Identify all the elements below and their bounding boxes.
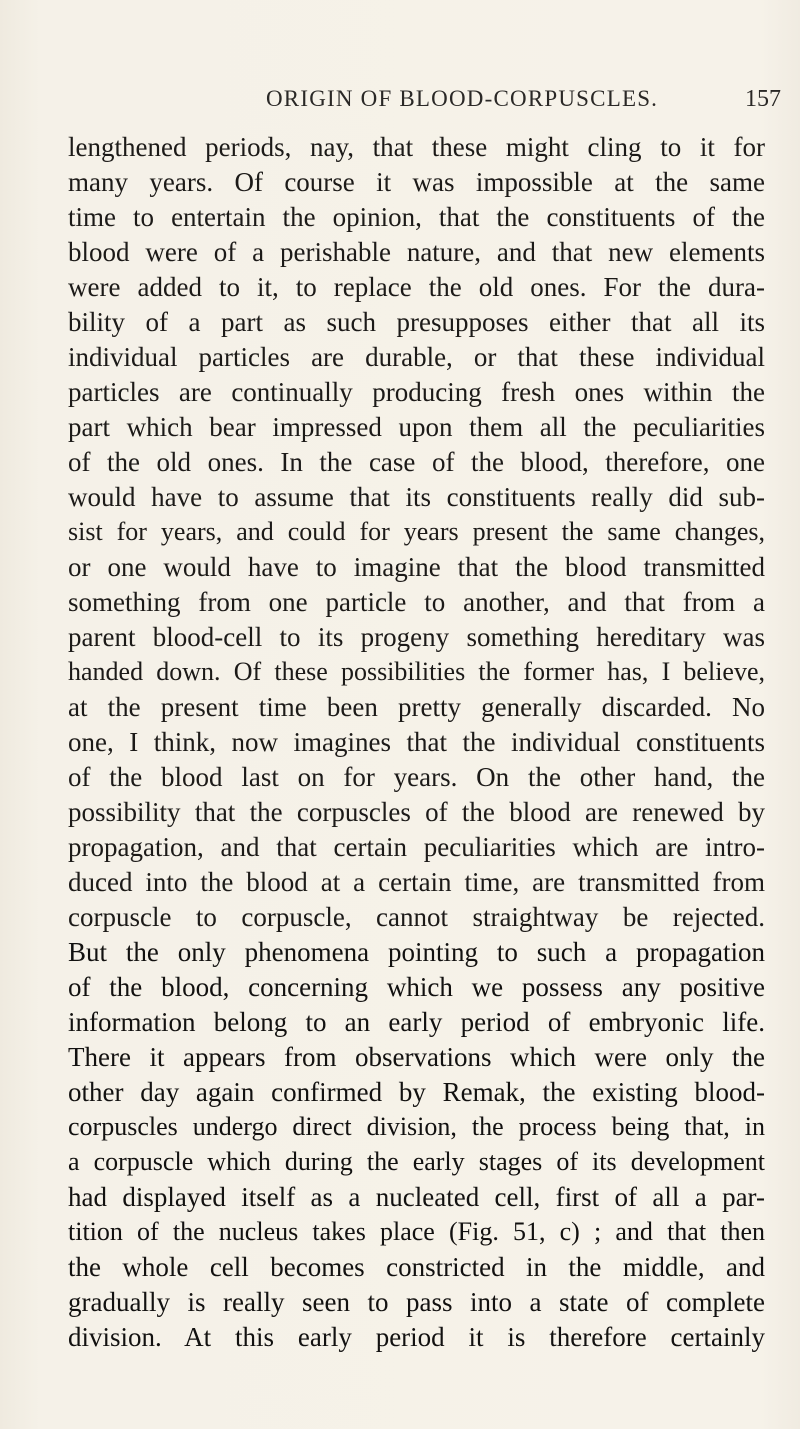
text-line: of the blood last on for years. On the other hand, the (68, 762, 765, 792)
text-line: tition of the nucleus takes place (Fig. 51, c) ; and that then (68, 1217, 765, 1246)
text-line: corpuscles undergo direct division, the process being that, in (68, 1112, 765, 1141)
text-line: the whole cell becomes constricted in the middle, and (68, 1252, 765, 1282)
text-line: other day again confirmed by Remak, the existing blood- (68, 1077, 765, 1107)
text-line: something from one particle to another, and that from a (68, 587, 765, 617)
text-line: lengthened periods, nay, that these might cling to it for (68, 132, 765, 162)
text-line: individual particles are durable, or that these individual (68, 342, 765, 372)
text-line: part which bear impressed upon them all the peculiarities (68, 412, 765, 442)
text-line: But the only phenomena pointing to such a propagation (68, 937, 765, 967)
text-line: many years. Of course it was impossible at the same (68, 167, 765, 197)
text-line: were added to it, to replace the old ones. For the dura- (68, 272, 765, 302)
text-line: division. At this early period it is therefore certainly (68, 1322, 765, 1352)
text-line: There it appears from observations which were only the (68, 1042, 765, 1072)
text-line: time to entertain the opinion, that the constituents of the (68, 202, 765, 232)
text-line: had displayed itself as a nucleated cell, first of all a par- (68, 1182, 765, 1212)
page-header (0, 86, 800, 120)
text-line: handed down. Of these possibilities the former has, I believe, (68, 657, 765, 686)
text-line: possibility that the corpuscles of the blood are renewed by (68, 797, 765, 827)
text-line: would have to assume that its constituents really did sub- (68, 482, 765, 512)
text-line: sist for years, and could for years present the same changes, (68, 517, 765, 546)
text-line: at the present time been pretty generally discarded. No (68, 692, 765, 722)
page-number: 157 (745, 86, 781, 112)
running-title: ORIGIN OF BLOOD-CORPUSCLES. (266, 86, 659, 111)
text-line: information belong to an early period of embryonic life. (68, 1007, 765, 1037)
text-line: propagation, and that certain peculiarities which are intro- (68, 832, 765, 862)
text-line: duced into the blood at a certain time, are transmitted from (68, 867, 765, 897)
text-line: corpuscle to corpuscle, cannot straightway be rejected. (68, 902, 765, 932)
text-line: blood were of a perishable nature, and that new elements (68, 237, 765, 267)
text-line: a corpuscle which during the early stages of its development (68, 1147, 765, 1176)
text-line: of the blood, concerning which we possess any positive (68, 972, 765, 1002)
text-line: gradually is really seen to pass into a state of complete (68, 1287, 765, 1317)
text-line: parent blood-cell to its progeny something hereditary was (68, 622, 765, 652)
text-line: bility of a part as such presupposes either that all its (68, 307, 765, 337)
text-line: one, I think, now imagines that the individual constituents (68, 727, 765, 757)
text-line: or one would have to imagine that the blood transmitted (68, 552, 765, 582)
text-line: of the old ones. In the case of the blood, therefore, one (68, 447, 765, 477)
text-line: particles are continually producing fresh ones within the (68, 377, 765, 407)
